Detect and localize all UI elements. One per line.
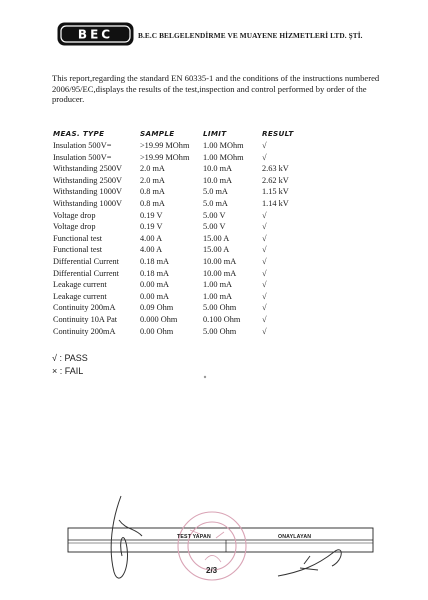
sample-cell: >19.99 MOhm bbox=[140, 141, 190, 150]
limit-cell: 5.0 mA bbox=[203, 198, 228, 208]
limit-cell: 5.0 mA bbox=[203, 187, 228, 197]
sample-cell: 0.09 Ohm bbox=[140, 303, 174, 313]
sample-cell: >19.99 MOhm bbox=[140, 152, 190, 162]
signature-box bbox=[68, 528, 373, 552]
limit-cell: 1.00 mA bbox=[203, 280, 233, 290]
sample-cell: 0.19 V bbox=[140, 222, 163, 232]
result-cell: √ bbox=[262, 268, 267, 278]
approved-by-label: ONAYLAYAN bbox=[278, 534, 312, 540]
approver-signature-icon bbox=[278, 550, 341, 576]
tested-by-label: TEST YAPAN bbox=[177, 534, 211, 540]
result-cell: √ bbox=[262, 245, 267, 255]
limit-cell: 5.00 V bbox=[203, 222, 226, 232]
sample-cell: 0.8 mA bbox=[140, 198, 165, 208]
meas-type-cell: Withstanding 2500V bbox=[53, 164, 123, 174]
sample-cell: 0.00 mA bbox=[140, 291, 170, 301]
limit-cell: 15.00 A bbox=[203, 245, 230, 255]
header-limit: LIMIT bbox=[203, 129, 227, 138]
result-cell: 1.15 kV bbox=[262, 187, 289, 197]
sample-cell: 0.18 mA bbox=[140, 256, 170, 266]
meas-type-cell: Functional test bbox=[53, 233, 103, 243]
result-cell: √ bbox=[262, 233, 267, 243]
result-cell: √ bbox=[262, 222, 267, 232]
sample-cell: 0.8 mA bbox=[140, 187, 165, 197]
meas-type-cell: Voltage drop bbox=[53, 222, 96, 232]
header-meas-type: MEAS. TYPE bbox=[53, 129, 105, 138]
header-result: RESULT bbox=[262, 129, 294, 138]
limit-cell: 10.00 mA bbox=[203, 256, 237, 266]
limit-cell: 1.00 mA bbox=[203, 291, 233, 301]
sample-cell: 2.0 mA bbox=[140, 164, 165, 174]
meas-type-cell: Insulation 500V= bbox=[53, 141, 112, 150]
stray-mark bbox=[204, 376, 206, 378]
limit-cell: 10.0 mA bbox=[203, 175, 233, 185]
limit-cell: 5.00 Ohm bbox=[203, 326, 237, 336]
limit-cell: 10.0 mA bbox=[203, 164, 233, 174]
meas-type-cell: Functional test bbox=[53, 245, 103, 255]
sample-cell: 0.18 mA bbox=[140, 268, 170, 278]
result-cell: √ bbox=[262, 291, 267, 301]
result-cell: √ bbox=[262, 141, 267, 150]
meas-type-cell: Leakage current bbox=[53, 291, 107, 301]
meas-type-cell: Differential Current bbox=[53, 268, 119, 278]
meas-type-cell: Continuity 10A Pat bbox=[53, 314, 118, 324]
limit-cell: 5.00 Ohm bbox=[203, 303, 237, 313]
result-cell: √ bbox=[262, 303, 267, 313]
meas-type-cell: Continuity 200mA bbox=[53, 303, 116, 313]
sample-cell: 0.00 mA bbox=[140, 280, 170, 290]
limit-cell: 10.00 mA bbox=[203, 268, 237, 278]
meas-type-cell: Withstanding 1000V bbox=[53, 187, 123, 197]
result-cell: 1.14 kV bbox=[262, 198, 289, 208]
legend-pass: √ : PASS bbox=[52, 353, 88, 363]
meas-type-cell: Continuity 200mA bbox=[53, 326, 116, 336]
meas-type-cell: Differential Current bbox=[53, 256, 119, 266]
meas-type-cell: Leakage current bbox=[53, 280, 107, 290]
tester-signature-icon bbox=[111, 496, 142, 578]
company-name: B.E.C BELGELENDİRME VE MUAYENE HİZMETLERİ LTD. ŞTİ. bbox=[138, 31, 363, 40]
limit-cell: 1.00 MOhm bbox=[203, 141, 244, 150]
result-cell: √ bbox=[262, 210, 267, 220]
meas-type-cell: Insulation 500V= bbox=[53, 152, 112, 162]
result-cell: 2.63 kV bbox=[262, 164, 289, 174]
legend-fail: × : FAIL bbox=[52, 365, 84, 376]
result-cell: √ bbox=[262, 256, 267, 266]
sample-cell: 4.00 A bbox=[140, 245, 163, 255]
limit-cell: 5.00 V bbox=[203, 210, 226, 220]
limit-cell: 15.00 A bbox=[203, 233, 230, 243]
result-cell: 2.62 kV bbox=[262, 175, 289, 185]
sample-cell: 0.00 Ohm bbox=[140, 326, 174, 336]
meas-type-cell: Withstanding 1000V bbox=[53, 198, 123, 208]
intro-paragraph: This report,regarding the standard EN 60335-1 and the conditions of the instructions numbered 2006/95/EC,displays the results of the test,inspection and control performed by order of the producer. bbox=[52, 73, 380, 105]
result-cell: √ bbox=[262, 314, 267, 324]
sample-cell: 0.000 Ohm bbox=[140, 314, 178, 324]
page-number: 2/3 bbox=[206, 566, 218, 575]
result-cell: √ bbox=[262, 152, 267, 162]
result-cell: √ bbox=[262, 280, 267, 290]
meas-type-cell: Voltage drop bbox=[53, 210, 96, 220]
sample-cell: 2.0 mA bbox=[140, 175, 165, 185]
header-sample: SAMPLE bbox=[140, 129, 175, 138]
logo-text: BEC bbox=[77, 27, 114, 42]
sample-cell: 4.00 A bbox=[140, 233, 163, 243]
meas-type-cell: Withstanding 2500V bbox=[53, 175, 123, 185]
limit-cell: 0.100 Ohm bbox=[203, 314, 241, 324]
limit-cell: 1.00 MOhm bbox=[203, 152, 244, 162]
sample-cell: 0.19 V bbox=[140, 210, 163, 220]
result-cell: √ bbox=[262, 326, 267, 336]
